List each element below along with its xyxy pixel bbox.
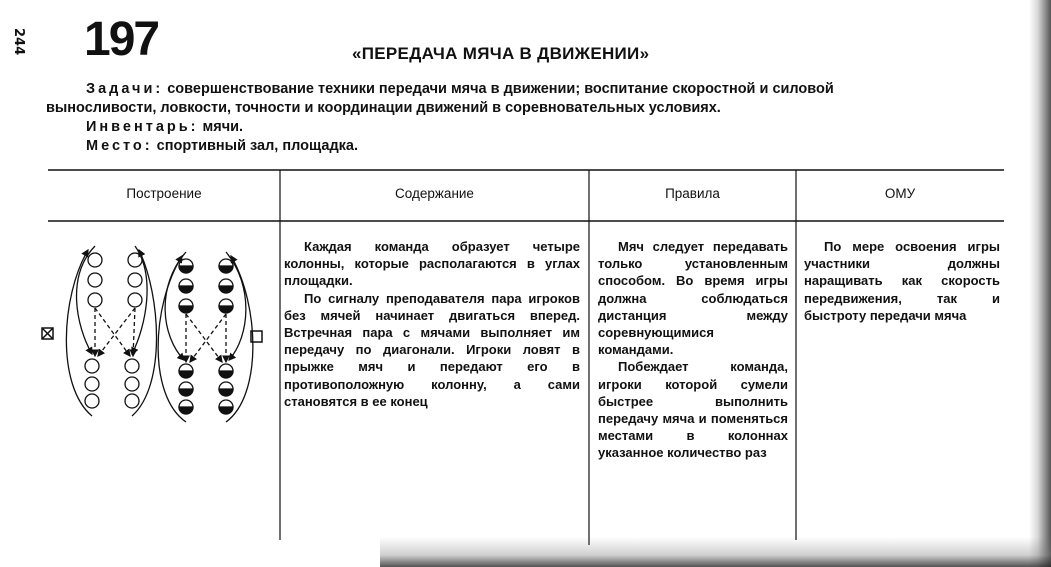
team-1-marker xyxy=(42,328,53,339)
header-rules: Правила xyxy=(665,186,720,201)
content-cell xyxy=(284,238,580,410)
formation-diagram xyxy=(36,236,276,436)
rules-cell xyxy=(598,238,788,462)
scan-shadow-right xyxy=(1029,0,1051,567)
scan-shadow-bottom xyxy=(380,537,1051,567)
team-2-players xyxy=(179,259,233,414)
omu-paragraph-1: По мере освоения игры участники должны наращивать как скорость передвижения, так и быстроту передачи мяча xyxy=(804,239,1000,323)
header-content: Содержание xyxy=(395,186,474,201)
team-2-paths xyxy=(158,252,253,422)
tasks-text: совершенствование техники передачи мяча в движении; воспитание скоростной и силовой xyxy=(163,81,834,97)
game-number: 197 xyxy=(84,13,159,66)
tasks-label: Задачи: xyxy=(86,81,164,97)
place-text: спортивный зал, площадка. xyxy=(152,138,359,154)
team-1-paths xyxy=(66,246,156,416)
tasks-line-2: выносливости, ловкости, точности и координации движений в соревновательных условиях. xyxy=(46,100,721,116)
header-formation: Построение xyxy=(126,186,202,201)
game-title: «ПЕРЕДАЧА МЯЧА В ДВИЖЕНИИ» xyxy=(352,44,650,63)
content-paragraph-2: По сигналу преподавателя пара игроков без мячей начинает двигаться вперед. Встречная пара с мячами выполняет им передачу по диагонали. Игроки ловят в прыжке мяч и передают его в противоположную колонну, а сами становятся в ее конец xyxy=(284,290,580,409)
inventory-label: Инвентарь: xyxy=(86,119,199,135)
place-label: Место: xyxy=(86,138,153,154)
inventory-text: мячи. xyxy=(198,119,244,135)
content-paragraph-1: Каждая команда образует четыре колонны, которые располагаются в углах площадки. xyxy=(284,239,580,289)
rules-paragraph-2: Побеждает команда, игроки которой сумели быстрее выполнить передачу мяча и поменяться местами в колоннах указанное количество раз xyxy=(598,359,788,461)
omu-cell xyxy=(804,238,1000,324)
header-omu: ОМУ xyxy=(884,186,916,201)
page-number: 244 xyxy=(11,28,26,56)
rules-paragraph-1: Мяч следует передавать только установленным способом. Во время игры должна соблюдаться дистанция между соревнующимися командами. xyxy=(598,239,788,358)
